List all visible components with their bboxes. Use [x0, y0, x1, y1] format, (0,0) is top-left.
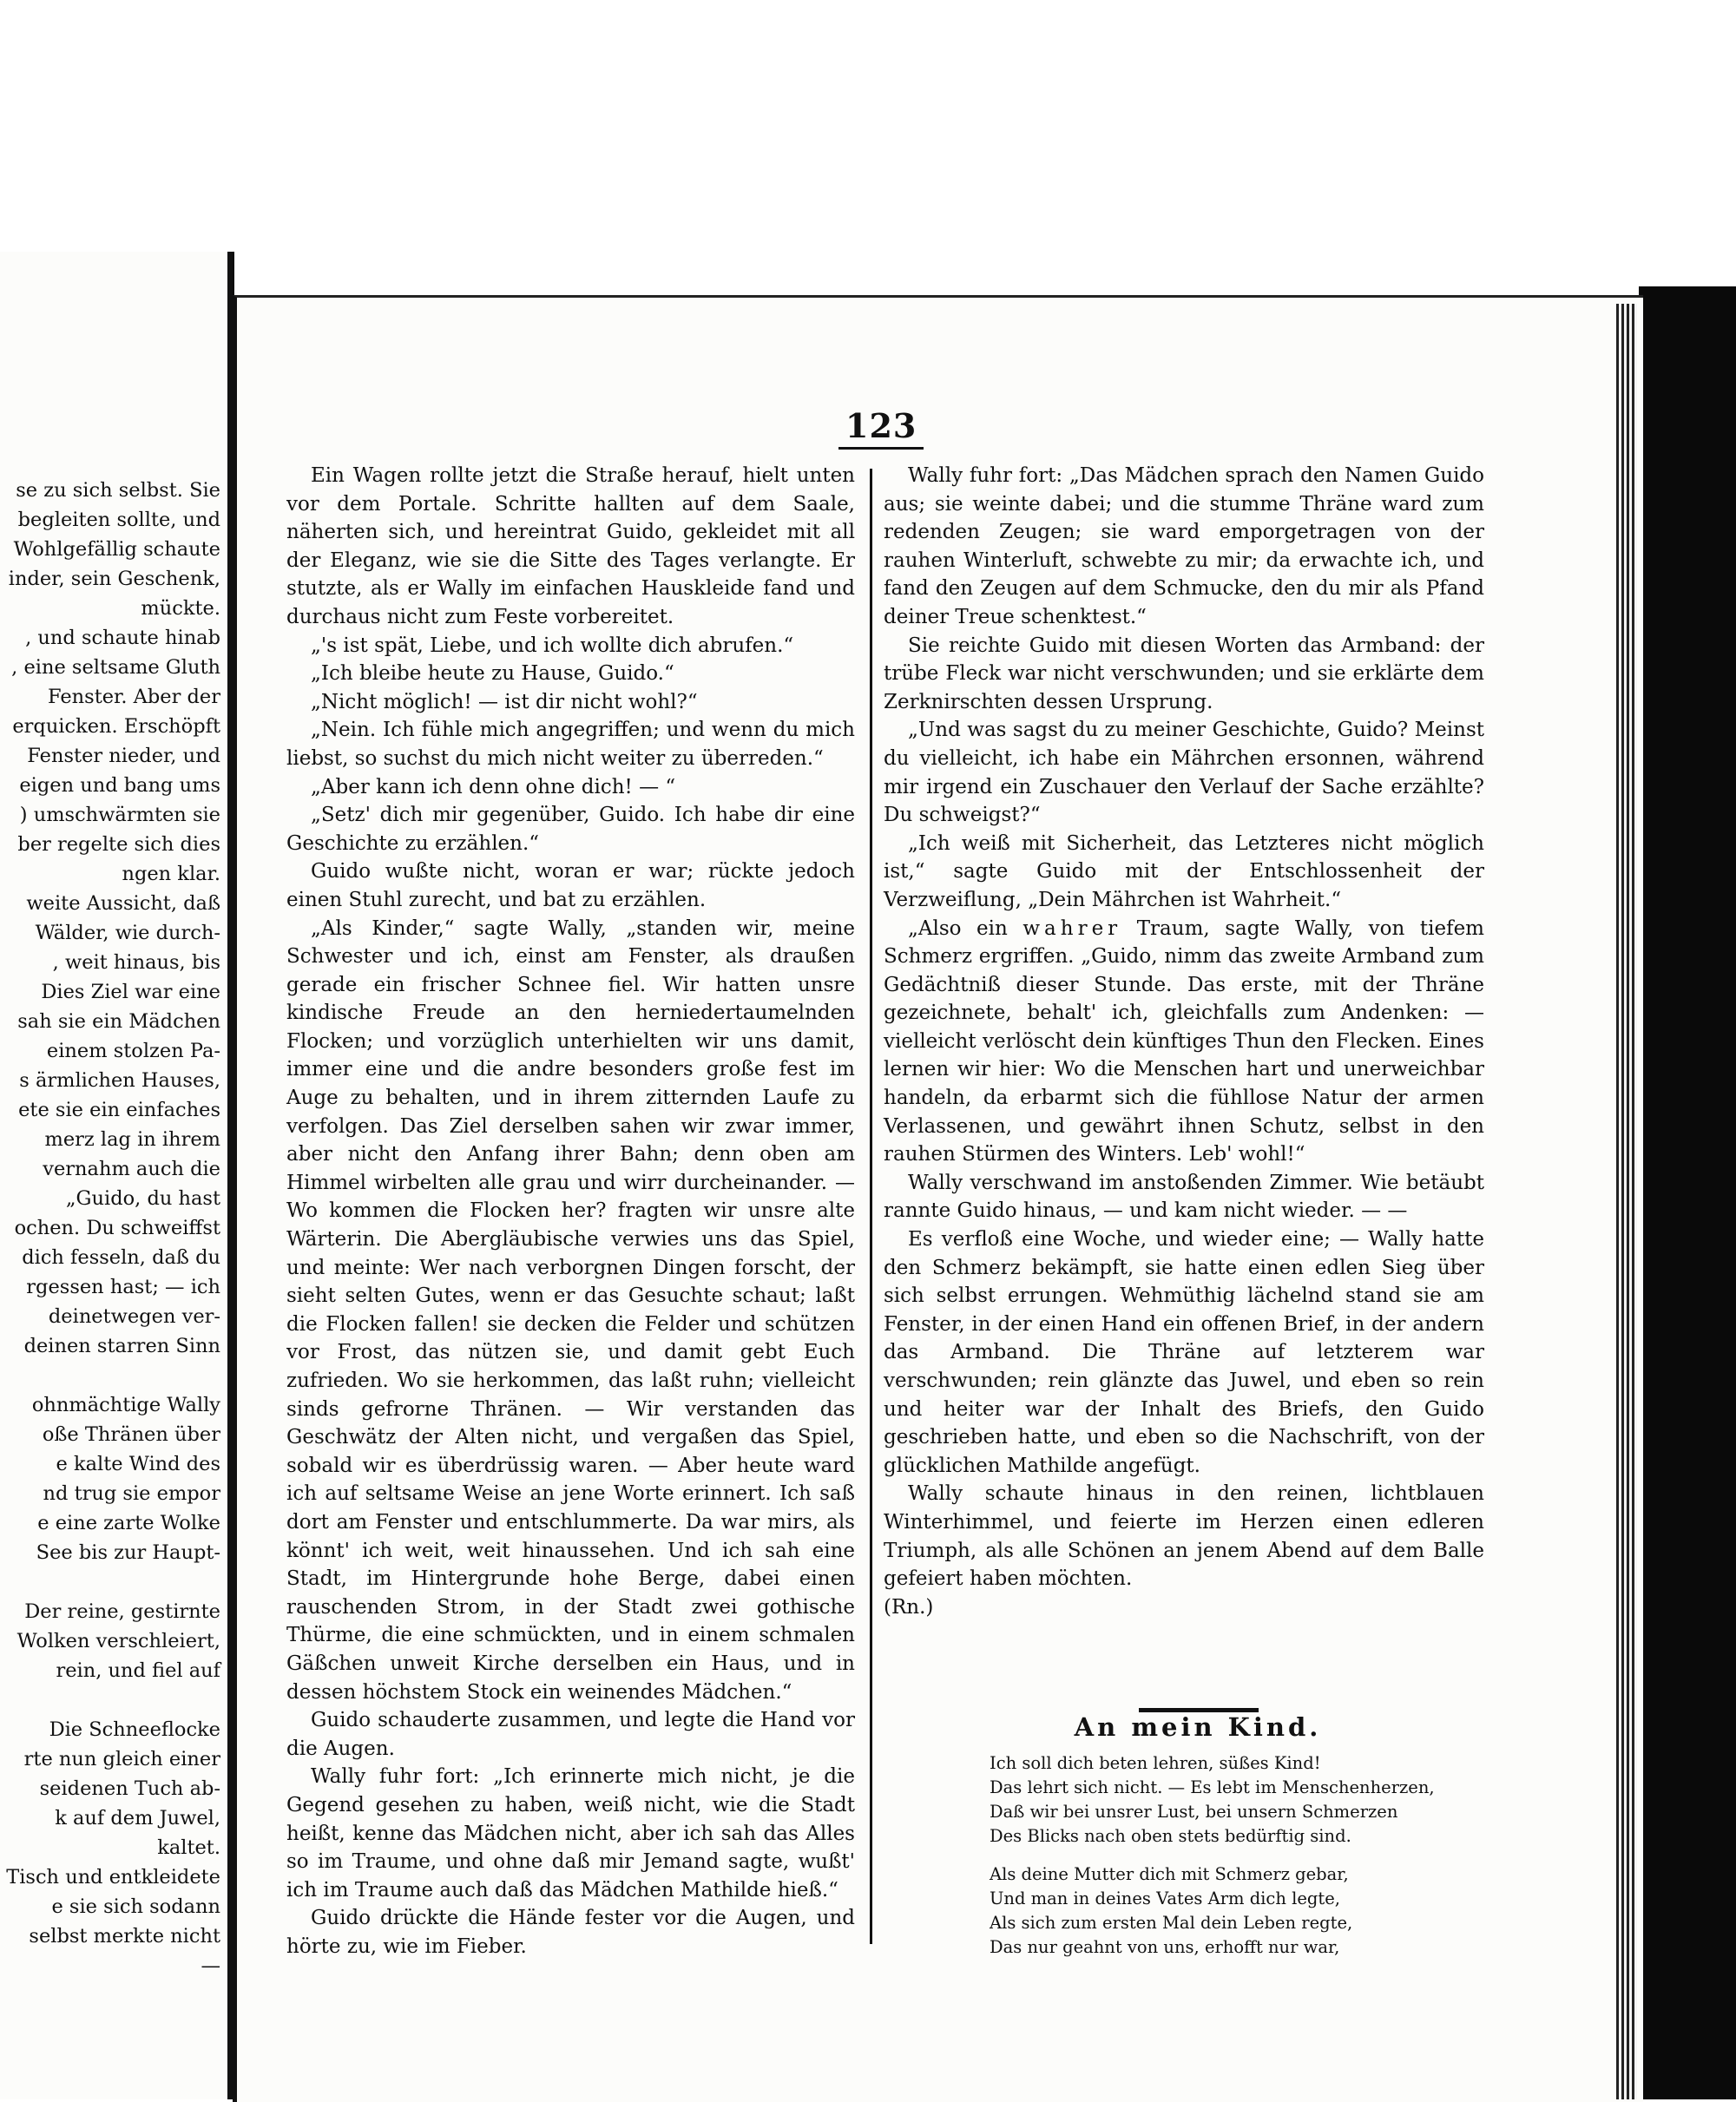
paragraph: „Und was sagst du zu meiner Geschichte, Guido? Meinst du vielleicht, ich habe ein Mährchen ersonnen, während mir irgend ein Zuschauer den Verlauf der Sache erzählte? Du schweigst?“: [884, 719, 1484, 827]
column-divider: [870, 469, 872, 1944]
paragraph: [884, 915, 1484, 1169]
previous-page-line: , eine seltsame Gluth: [11, 656, 220, 679]
previous-page-line: Fenster nieder, und: [27, 745, 220, 767]
previous-page-line: nd trug sie empor: [43, 1482, 220, 1505]
previous-page-line: [3, 1567, 220, 1597]
previous-page-line: weite Aussicht, daß: [26, 892, 220, 915]
previous-page-line: e eine zarte Wolke: [37, 1512, 220, 1534]
previous-page-line: dich fesseln, daß du: [22, 1246, 220, 1269]
paragraph-text: Traum, sagte Wally, von tiefem Schmerz ergriffen. „Guido, nimm das zweite Armband zum Gedächtniß dieser Stunde. Das erste, mit der Thräne gezeichnete, behalt' ich, gleichfalls zum Andenken: — vielleicht verlöscht dein künftiges Thun den Flecken. Eines lernen wir hier: Wo die Menschen hart und unerweichbar handeln, da erbarmt sich die fühllose Natur der armen Verlassenen, und gewährt ihnen Schutz, selbst in den rauhen Stürmen des Winters. Leb' wohl!“: [884, 916, 1484, 1166]
author-signature: (Rn.): [884, 1595, 934, 1619]
previous-page-line: s ärmlichen Hauses,: [19, 1069, 220, 1092]
paragraph: Guido drückte die Hände fester vor die Augen, und hörte zu, wie im Fieber.: [286, 1907, 855, 1958]
text-column-left: [286, 462, 855, 1961]
paragraph: „Ich weiß mit Sicherheit, das Letzteres nicht möglich ist,“ sagte Guido mit der Entschlossenheit der Verzweiflung, „Dein Mährchen ist Wahrheit.“: [884, 831, 1484, 911]
previous-page-line: ber regelte sich dies: [17, 833, 220, 856]
previous-page-line: mückte.: [141, 597, 220, 620]
previous-page-line: deinen starren Sinn: [23, 1335, 220, 1357]
previous-page-line: rein, und fiel auf: [56, 1659, 220, 1682]
previous-page-line: ngen klar.: [122, 863, 220, 885]
paragraph: „Setz' dich mir gegenüber, Guido. Ich habe dir eine Geschichte zu erzählen.“: [286, 804, 855, 855]
previous-page-line: selbst merkte nicht: [29, 1925, 220, 1948]
previous-page-line: Tisch und entkleidete: [6, 1866, 220, 1889]
poem-body: [990, 1751, 1476, 1960]
previous-page-line: e sie sich sodann: [51, 1895, 220, 1918]
paragraph: Guido wußte nicht, woran er war; rückte jedoch einen Stuhl zurecht, und bat zu erzählen.: [286, 860, 855, 911]
previous-page-line: , und schaute hinab: [25, 627, 220, 649]
previous-page-line: Der reine, gestirnte: [24, 1600, 220, 1623]
previous-page-line: Die Schneeflocke: [49, 1718, 220, 1741]
previous-page-line: Dies Ziel war eine: [41, 981, 220, 1003]
previous-page-line: Fenster. Aber der: [47, 686, 220, 708]
stanza-gap: [990, 1849, 1476, 1862]
scan-background-right: [1639, 286, 1736, 2099]
paragraph: „Nicht möglich! — ist dir nicht wohl?“: [311, 690, 698, 713]
page-number: 123: [838, 406, 924, 450]
previous-page-line: se zu sich selbst. Sie: [16, 479, 220, 502]
poem-line: Als sich zum ersten Mal dein Leben regte,: [990, 1913, 1353, 1933]
paragraph: Wally verschwand im anstoßenden Zimmer. Wie betäubt rannte Guido hinaus, — und kam nicht wieder. — —: [884, 1171, 1484, 1223]
paragraph: Ein Wagen rollte jetzt die Straße herauf, hielt unten vor dem Portale. Schritte hallten auf dem Saale, näherten sich, und hereintrat Guido, gekleidet mit all der Eleganz, wie sie die Sitte des Tages verlangte. Er stutzte, als er Wally im einfachen Hauskleide fand und durchaus nicht zum Feste vorbereitet.: [286, 464, 855, 628]
paragraph: Wally schaute hinaus in den reinen, lichtblauen Winterhimmel, und feierte im Herzen einen edleren Triumph, als alle Schönen an jenem Abend auf dem Balle gefeiert haben möchten.: [884, 1482, 1484, 1591]
previous-page-line: See bis zur Haupt-: [36, 1541, 220, 1564]
previous-page-line: Wälder, wie durch-: [35, 922, 220, 944]
page-edges: [1616, 304, 1637, 2099]
poem-line: Des Blicks nach oben stets bedürftig sind.: [990, 1826, 1351, 1846]
previous-page-fragment: [0, 252, 233, 2099]
previous-page-line: inder, sein Geschenk,: [8, 568, 220, 590]
previous-page-line: k auf dem Juwel,: [55, 1807, 220, 1829]
previous-page-line: ohnmächtige Wally: [31, 1394, 220, 1416]
paragraph: „Nein. Ich fühle mich angegriffen; und wenn du mich liebst, so suchst du mich nicht weiter zu überreden.“: [286, 719, 855, 770]
text-column-right: [884, 462, 1484, 1621]
paragraph: Sie reichte Guido mit diesen Worten das Armband: der trübe Fleck war nicht verschwunden; und sie erklärte dem Zerknirschten dessen Ursprung.: [884, 634, 1484, 713]
paragraph: „Als Kinder,“ sagte Wally, „standen wir, meine Schwester und ich, einst am Fenster, als draußen gerade ein frischer Schnee fiel. Wir hatten unsre kindische Freude an den herniedertaumelnden Flocken; und vorzüglich unterhielten wir uns damit, immer eine und die andre besonders große fest im Auge zu behalten, und in ihrem zitternden Laufe zu verfolgen. Das Ziel derselben sahen wir zwar immer, aber nicht den Anfang ihrer Bahn; denn oben am Himmel wirbelten alle grau und wirr durcheinander. — Wo kommen die Flocken her? fragten wir unsre alte Wärterin. Die Abergläubische verwies uns das Spiel, und meinte: Wer nach verborgnen Dingen forscht, der sieht selten Gutes, wenn er das Gesuchte schaut; laßt die Flocken fallen! sie decken die Felder und schützen vor Frost, das nützen sie, und damit gebt Euch zufrieden. Wo sie herkommen, das laßt ruhn; vielleicht sinds gefrorne Thränen. — Wir verstanden das Geschwätz der Alten nicht, und vergaßen das Spiel, sobald wir es überdrüssig waren. — Aber heute ward ich auf seltsame Weise an jene Worte erinnert. Ich saß dort am Fenster und entschlummerte. Da war mirs, als könnt' ich weit, weit hinaussehen. Und ich sah eine Stadt, im Hintergrunde hohe Berge, dabei einen rauschenden Strom, in der Stadt zwei gothische Thürme, die eine schmückten, und in einem schmalen Gäßchen unweit Kirche derselben ein Haus, und in dessen höchstem Stock ein weinendes Mädchen.“: [286, 916, 855, 1704]
emphasized-word: wahrer: [1023, 916, 1122, 940]
previous-page-line: [3, 1685, 220, 1715]
previous-page-line: vernahm auch die: [43, 1158, 220, 1180]
poem-line: Das lehrt sich nicht. — Es lebt im Menschenherzen,: [990, 1777, 1435, 1797]
poem-line: Daß wir bei unsrer Lust, bei unsern Schmerzen: [990, 1802, 1398, 1822]
previous-page-line: rgessen hast; — ich: [26, 1276, 220, 1298]
paragraph: Es verfloß eine Woche, und wieder eine; — Wally hatte den Schmerz bekämpft, sie hatte einen edlen Sieg über sich selbst errungen. Wehmüthig lächelnd stand sie am Fenster, in der einen Hand ein offenen Brief, in der andern das Armband. Die Thräne auf letzterem war verschwunden; rein glänzte das Juwel, und eben so rein und heiter war der Inhalt des Briefs, den Guido geschrieben hatte, und eben so die Nachschrift, von der glücklichen Mathilde angefügt.: [884, 1228, 1484, 1477]
previous-page-line: [3, 1361, 220, 1390]
previous-page-line: begleiten sollte, und: [17, 509, 220, 531]
poem-title: An mein Kind.: [1074, 1712, 1322, 1742]
previous-page-line: erquicken. Erschöpft: [12, 715, 220, 738]
previous-page-text: [3, 476, 220, 1980]
previous-page-line: ochen. Du schweiffst: [14, 1217, 220, 1239]
previous-page-line: merz lag in ihrem: [44, 1128, 220, 1151]
paragraph-text: „Also ein: [908, 916, 1023, 940]
paragraph: „Ich bleibe heute zu Hause, Guido.“: [311, 662, 674, 686]
previous-page-line: Wolken verschleiert,: [16, 1630, 220, 1652]
previous-page-line: sah sie ein Mädchen: [17, 1010, 220, 1033]
paragraph: Wally fuhr fort: „Das Mädchen sprach den Namen Guido aus; sie weinte dabei; und die stumme Thräne ward zum redenden Zeugen; sie ward emporgetragen von der rauhen Winterluft, schwebte zu mir; da erwachte ich, und fand den Zeugen auf dem Schmucke, den du mir als Pfand deiner Treue schenktest.“: [884, 464, 1484, 628]
previous-page-line: deinetwegen ver-: [48, 1305, 220, 1328]
previous-page-line: einem stolzen Pa-: [46, 1040, 220, 1062]
paragraph: „Aber kann ich denn ohne dich! — “: [311, 775, 676, 798]
previous-page-line: ) umschwärmten sie: [19, 804, 220, 826]
paragraph: Wally fuhr fort: „Ich erinnerte mich nicht, je die Gegend gesehen zu haben, weiß nicht, wie die Stadt heißt, kenne das Mädchen nicht, aber ich sah das Alles so im Traume, und ohne daß mir Jemand sagte, wußt' ich im Traume auch daß das Mädchen Mathilde hieß.“: [286, 1765, 855, 1902]
previous-page-line: e kalte Wind des: [56, 1453, 220, 1475]
poem-line: Das nur geahnt von uns, erhofft nur war,: [990, 1937, 1340, 1957]
paragraph: „'s ist spät, Liebe, und ich wollte dich abrufen.“: [311, 634, 794, 657]
previous-page-line: kaltet.: [157, 1836, 220, 1859]
poem-line: Ich soll dich beten lehren, süßes Kind!: [990, 1753, 1321, 1773]
paragraph: Guido schauderte zusammen, und legte die Hand vor die Augen.: [286, 1709, 855, 1760]
previous-page-line: , weit hinaus, bis: [52, 951, 220, 974]
previous-page-line: —: [201, 1954, 220, 1977]
previous-page-line: ete sie ein einfaches: [18, 1099, 220, 1121]
previous-page-line: eigen und bang ums: [19, 774, 220, 797]
previous-page-line: seidenen Tuch ab-: [39, 1777, 220, 1800]
poem-line: Und man in deines Vates Arm dich legte,: [990, 1889, 1340, 1908]
previous-page-line: „Guido, du hast: [65, 1187, 220, 1210]
previous-page-line: Wohlgefällig schaute: [13, 538, 220, 561]
poem-line: Als deine Mutter dich mit Schmerz gebar,: [990, 1864, 1349, 1884]
previous-page-line: oße Thränen über: [42, 1423, 220, 1446]
previous-page-line: rte nun gleich einer: [23, 1748, 220, 1770]
